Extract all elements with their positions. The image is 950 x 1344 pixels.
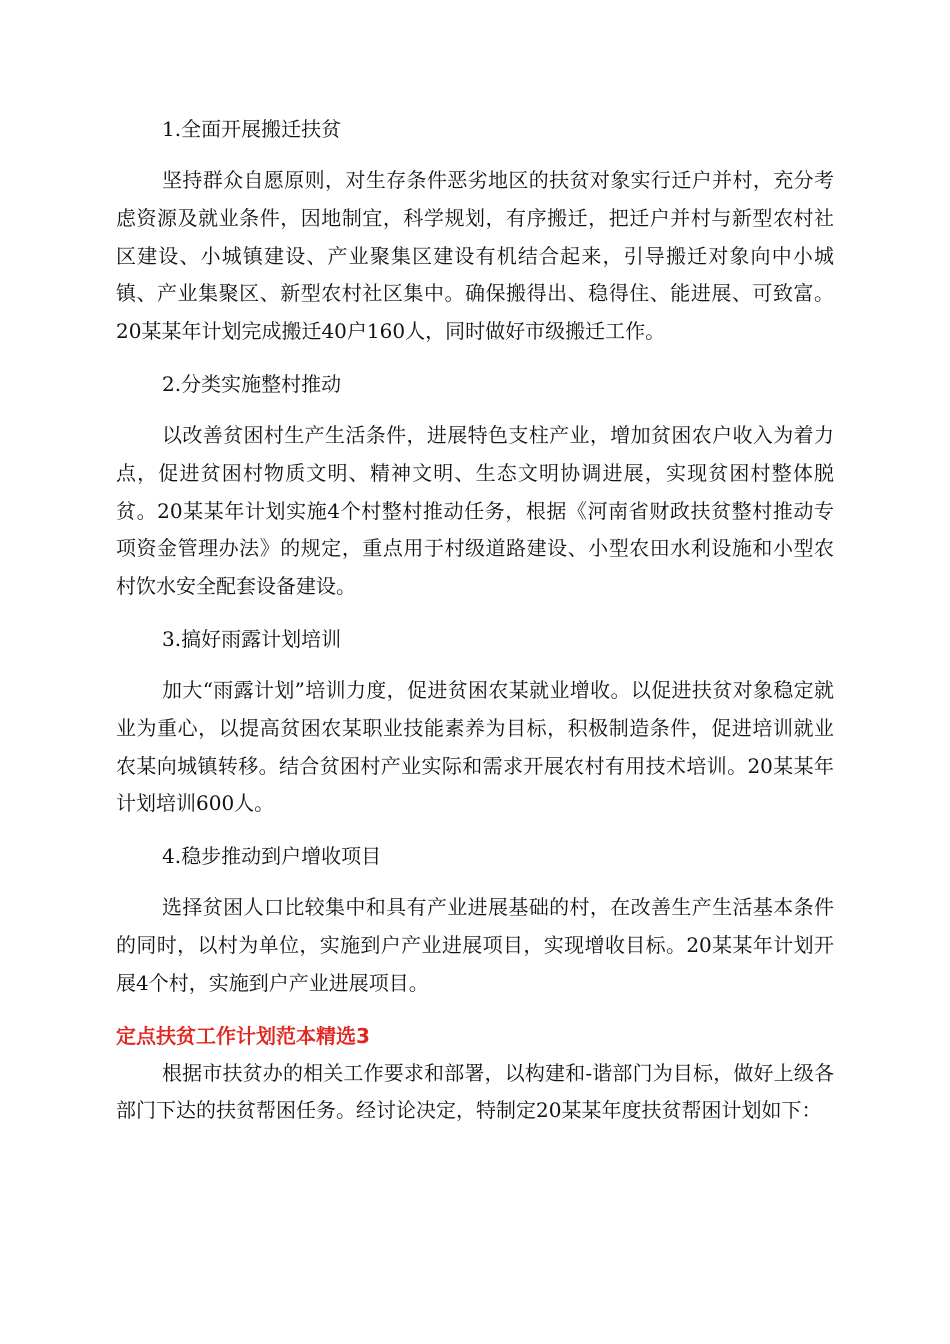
paragraph-relocation: 坚持群众自愿原则，对生存条件恶劣地区的扶贫对象实行迁户并村，充分考虑资源及就业条件，因地制宜，科学规划，有序搬迁，把迁户并村与新型农村社区建设、小城镇建设、产业聚集区建设有机结合起来，引导搬迁对象向中小城镇、产业集聚区、新型农村社区集中。确保搬得出、稳得住、能进展、可致富。20某某年计划完成搬迁40户160人，同时做好市级搬迁工作。 <box>116 168 834 344</box>
subheading-relocation: 1.全面开展搬迁扶贫 <box>162 117 342 141</box>
subheading-household-projects: 4.稳步推动到户增收项目 <box>162 844 382 869</box>
paragraph-whole-village: 以改善贫困村生产生活条件，进展特色支柱产业，增加贫困农户收入为着力点，促进贫困村物质文明、精神文明、生态文明协调进展，实现贫困村整体脱贫。20某某年计划实施4个村整村推动任务，根据《河南省财政扶贫整村推动专项资金管理办法》的规定，重点用于村级道路建设、小型农田水利设施和小型农村饮水安全配套设备建设。 <box>116 422 834 599</box>
paragraph-household-projects: 选择贫困人口比较集中和具有产业进展基础的村，在改善生产生活基本条件的同时，以村为单位，实施到户产业进展项目，实现增收目标。20某某年计划开展4个村，实施到户产业进展项目。 <box>116 895 834 995</box>
section-title: 定点扶贫工作计划范本精选3 <box>116 1023 370 1048</box>
subheading-training: 3.搞好雨露计划培训 <box>162 626 342 651</box>
paragraph-training: 加大“雨露计划”培训力度，促进贫困农某就业增收。以促进扶贫对象稳定就业为重心，以提高贫困农某职业技能素养为目标，积极制造条件，促进培训就业农某向城镇转移。结合贫困村产业实际和需求开展农村有用技术培训。20某某年计划培训600人。 <box>116 677 834 816</box>
document-body <box>116 110 834 1130</box>
subheading-whole-village: 2.分类实施整村推动 <box>162 371 342 396</box>
paragraph-intro: 根据市扶贫办的相关工作要求和部署，以构建和-谐部门为目标，做好上级各部门下达的扶贫帮困任务。经讨论决定，特制定20某某年度扶贫帮困计划如下： <box>116 1060 834 1123</box>
